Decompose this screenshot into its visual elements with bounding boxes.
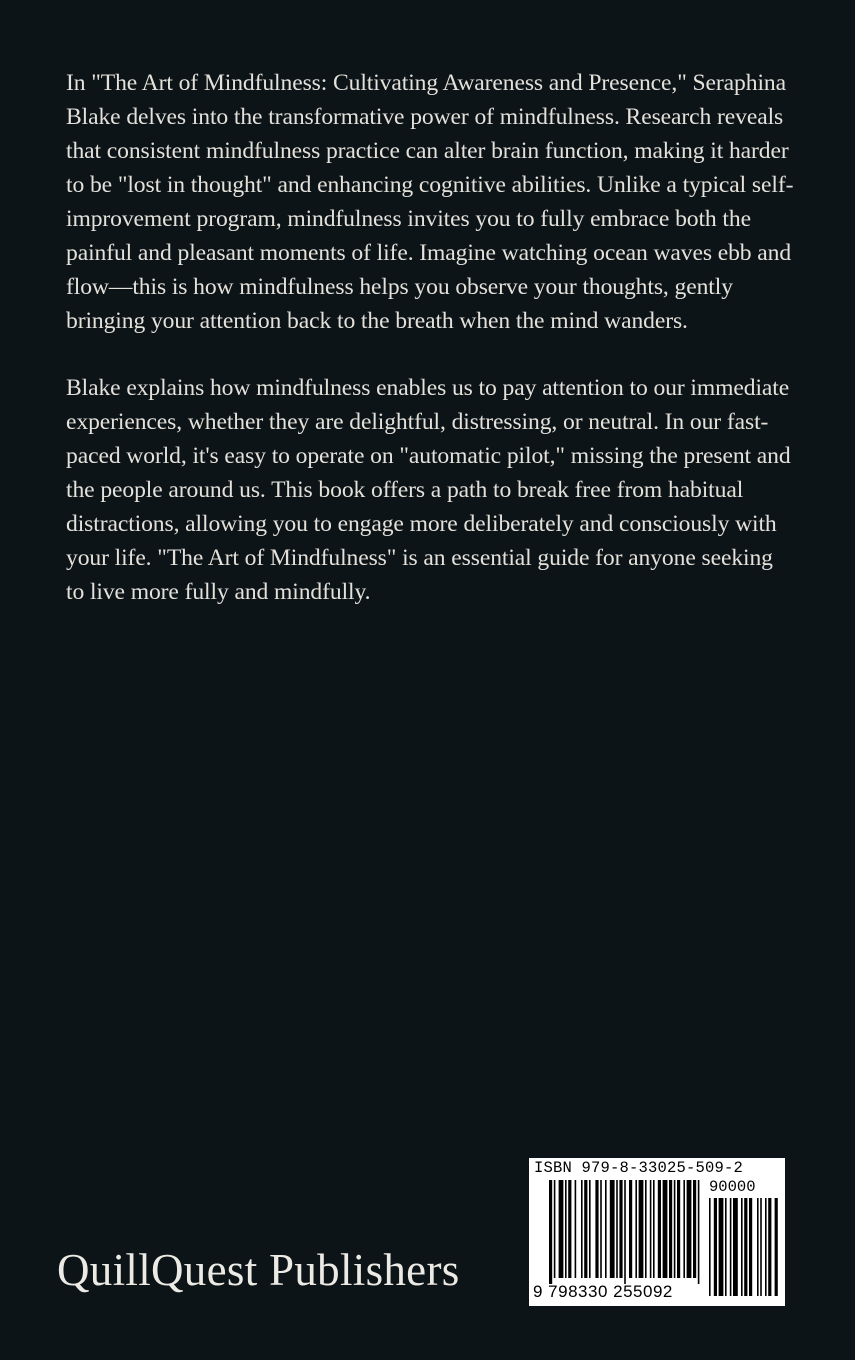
barcode-addon-bar: [741, 1198, 743, 1296]
description-paragraph-2: Blake explains how mindfulness enables us to pay attention to our immediate experiences, whether they are delightful, distressing, or neutral. In our fast-paced world, it's easy to operate on "automatic pilot," missing the present and the people around us. This book offers a path to break free from habitual distractions, allowing you to engage more deliberately and consciously with your life. "The Art of Mindfulness" is an essential guide for anyone seeking to live more fully and mindfully.: [66, 375, 791, 605]
barcode-bar: [616, 1180, 618, 1278]
barcode-addon-bar: [757, 1198, 759, 1296]
barcode-bar: [693, 1180, 696, 1278]
barcode-bar: [677, 1180, 680, 1278]
back-cover-description: [66, 66, 794, 642]
barcode-addon-bar: [733, 1198, 738, 1296]
isbn-label: ISBN 979-8-33025-509-2: [534, 1159, 744, 1177]
barcode-bar: [605, 1180, 607, 1278]
barcode-addon-bar: [749, 1198, 752, 1296]
barcode-bar: [653, 1180, 655, 1278]
barcode-bar: [584, 1180, 587, 1278]
barcode-bar: [645, 1180, 647, 1278]
isbn-barcode: [529, 1158, 785, 1306]
barcode-bar: [559, 1180, 564, 1278]
barcode-bar: [600, 1180, 602, 1278]
publisher-name: QuillQuest Publishers: [57, 1245, 460, 1295]
description-paragraph-1: In "The Art of Mindfulness: Cultivating Awareness and Presence," Seraphina Blake delves into the transformative power of mindfulness. Research reveals that consistent mindfulness practice can alter brain function, making it harder to be "lost in thought" and enhancing cognitive abilities. Unlike a typical self-improvement program, mindfulness invites you to fully embrace both the painful and pleasant moments of life. Imagine watching ocean waves ebb and flow—this is how mindfulness helps you observe your thoughts, gently bringing your attention back to the breath when the mind wanders.: [66, 70, 794, 334]
barcode-bar: [683, 1180, 685, 1278]
barcode-bar: [610, 1180, 615, 1278]
barcode-addon-bar: [709, 1198, 711, 1296]
barcode-bar: [575, 1180, 577, 1278]
barcode-bar: [595, 1180, 598, 1278]
barcode-bar: [663, 1180, 668, 1278]
barcode-bar: [639, 1180, 644, 1278]
barcode-bar: [624, 1180, 626, 1284]
price-code: 90000: [709, 1178, 756, 1196]
barcode-bar: [581, 1180, 583, 1278]
barcode-bar: [568, 1180, 571, 1278]
barcode-bar: [619, 1180, 622, 1278]
barcode-addon-bar: [744, 1198, 747, 1296]
barcode-bar: [698, 1180, 700, 1284]
barcode-bar: [635, 1180, 637, 1278]
barcode-bar: [589, 1180, 591, 1278]
barcode-addon-bar: [725, 1198, 727, 1296]
barcode-bar: [629, 1180, 632, 1278]
barcode-bar: [565, 1180, 567, 1278]
barcode-addon-bar: [765, 1198, 767, 1296]
barcode-addon-bar: [775, 1198, 778, 1296]
barcode-bar: [674, 1180, 676, 1278]
barcode-bar: [669, 1180, 672, 1278]
barcode-addon-bar: [768, 1198, 771, 1296]
barcode-bar: [650, 1180, 652, 1278]
barcode-bar: [549, 1180, 552, 1284]
barcode-bar: [554, 1180, 556, 1278]
ean-digits: 9 798330 255092: [533, 1282, 673, 1301]
barcode-addon-bar: [714, 1198, 717, 1296]
barcode-bar: [687, 1180, 692, 1278]
barcode-addon-bar: [730, 1198, 732, 1296]
barcode-bar: [658, 1180, 661, 1278]
barcode-addon-bar: [760, 1198, 762, 1296]
barcode-addon-bar: [719, 1198, 724, 1296]
